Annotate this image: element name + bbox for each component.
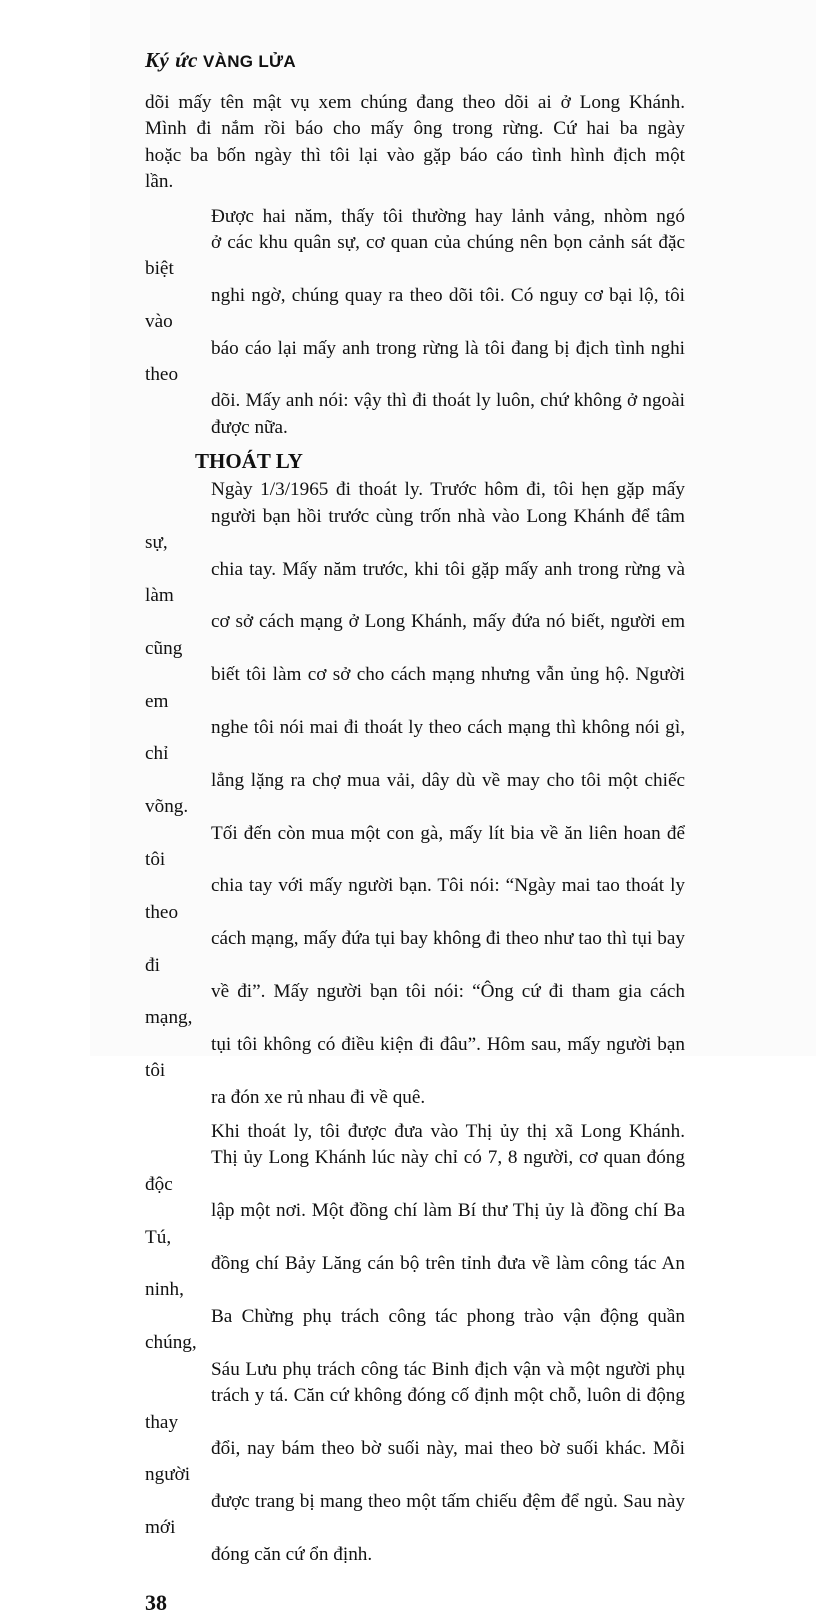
text-line: biết tôi làm cơ sở cho cách mạng nhưng vẫn ủng hộ. Người em	[145, 664, 685, 712]
text-line: ra đón xe rủ nhau đi về quê.	[211, 1086, 426, 1108]
text-line: Ba Chừng phụ trách công tác phong trào vận động quần chúng,	[145, 1305, 685, 1354]
page-number: 38	[145, 1589, 167, 1615]
text-line: về đi”. Mấy người bạn tôi nói: “Ông cứ đi tham gia cách mạng,	[145, 981, 685, 1029]
text-line: trách y tá. Căn cứ không đóng cố định một chỗ, luôn di động thay	[145, 1385, 685, 1433]
text-line: Thị ủy Long Khánh lúc này chỉ có 7, 8 người, cơ quan đóng độc	[145, 1147, 685, 1195]
text-line: lập một nơi. Một đồng chí làm Bí thư Thị ủy là đồng chí Ba Tú,	[145, 1200, 685, 1248]
text-line: nghi ngờ, chúng quay ra theo dõi tôi. Có nguy cơ bại lộ, tôi vào	[145, 284, 685, 333]
text-line: được trang bị mang theo một tấm chiếu đệm để ngủ. Sau này mới	[145, 1490, 685, 1539]
text-line: đổi, nay bám theo bờ suối này, mai theo bờ suối khác. Mỗi người	[145, 1437, 685, 1486]
text-line: Khi thoát ly, tôi được đưa vào Thị ủy thị xã Long Khánh.	[211, 1121, 685, 1143]
text-line: Tối đến còn mua một con gà, mấy lít bia về ăn liên hoan để tôi	[145, 822, 685, 870]
paragraph	[145, 204, 685, 442]
text-line: lẳng lặng ra chợ mua vải, dây dù về may cho tôi một chiếc võng.	[145, 769, 685, 818]
paragraph	[145, 1119, 685, 1568]
text-line: ở các khu quân sự, cơ quan của chúng nên bọn cảnh sát đặc biệt	[145, 232, 685, 280]
text-line: được nữa.	[211, 416, 288, 438]
text-line: hoặc ba bốn ngày thì tôi lại vào gặp báo cáo tình hình địch một	[145, 144, 685, 166]
section-heading: THOÁT LY	[195, 449, 303, 474]
running-head-title: VÀNG LỬA	[202, 52, 296, 71]
body-text	[145, 90, 685, 1568]
page-content	[145, 48, 685, 1616]
text-line: chia tay với mấy người bạn. Tôi nói: “Ngày mai tao thoát ly theo	[145, 875, 685, 923]
text-line: nghe tôi nói mai đi thoát ly theo cách mạng thì không nói gì, chỉ	[145, 716, 685, 765]
text-line: người bạn hồi trước cùng trốn nhà vào Long Khánh để tâm sự,	[145, 505, 685, 554]
text-line: tụi tôi không có điều kiện đi đâu”. Hôm sau, mấy người bạn tôi	[145, 1033, 685, 1082]
text-line: lần.	[145, 171, 174, 193]
paragraph-continued	[145, 90, 685, 196]
text-line: Ngày 1/3/1965 đi thoát ly. Trước hôm đi, tôi hẹn gặp mấy	[211, 479, 685, 501]
text-line: Mình đi nắm rồi báo cho mấy ông trong rừng. Cứ hai ba ngày	[145, 118, 685, 140]
text-line: Sáu Lưu phụ trách công tác Binh địch vận và một người phụ	[211, 1358, 685, 1380]
text-line: cơ sở cách mạng ở Long Khánh, mấy đứa nó biết, người em cũng	[145, 611, 685, 659]
text-line: Được hai năm, thấy tôi thường hay lảnh vảng, nhòm ngó	[211, 205, 685, 227]
text-line: chia tay. Mấy năm trước, khi tôi gặp mấy anh trong rừng và làm	[145, 558, 685, 606]
text-line: cách mạng, mấy đứa tụi bay không đi theo như tao thì tụi bay đi	[145, 928, 685, 976]
text-line: đóng căn cứ ổn định.	[211, 1543, 373, 1565]
paragraph	[145, 477, 685, 1111]
text-line: dõi. Mấy anh nói: vậy thì đi thoát ly luôn, chứ không ở ngoài	[211, 390, 685, 412]
text-line: báo cáo lại mấy anh trong rừng là tôi đang bị địch tình nghi theo	[145, 337, 685, 386]
running-head-italic: Ký ức	[145, 48, 198, 72]
text-line: đồng chí Bảy Lăng cán bộ trên tỉnh đưa về làm công tác An ninh,	[145, 1253, 685, 1301]
running-head	[145, 48, 685, 74]
text-line: dõi mấy tên mật vụ xem chúng đang theo dõi ai ở Long Khánh.	[145, 92, 685, 113]
